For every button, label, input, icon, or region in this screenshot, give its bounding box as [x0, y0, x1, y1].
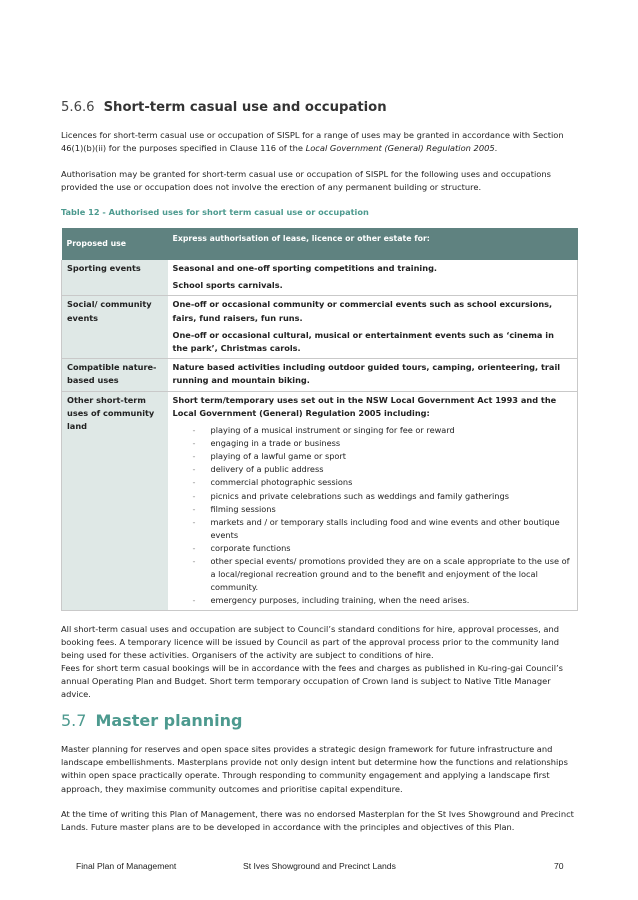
header-proposed-use: Proposed use: [62, 228, 168, 260]
authorisation-cell: [168, 391, 578, 611]
table-row: [62, 359, 578, 391]
regulation-title: Local Government (General) Regulation 2005: [305, 143, 495, 154]
table-header-row: [62, 228, 578, 260]
short-term-uses-list: [173, 424, 573, 607]
section-heading: [61, 100, 581, 115]
list-item: - picnics and private celebrations such as weddings and family gatherings: [211, 490, 573, 503]
footer-site-name: St Ives Showground and Precinct Lands: [243, 861, 396, 871]
master-planning-paragraph-2: At the time of writing this Plan of Management, there was no endorsed Masterplan for the St Ives Showground and Precinct Lands. Future master plans are to be developed in accordance with the principles and objectives of this Plan.: [61, 809, 574, 833]
list-item: - playing of a lawful game or sport: [211, 450, 573, 463]
section-number: 5.6.6: [61, 100, 95, 115]
table-row: [62, 296, 578, 359]
table-row: [62, 391, 578, 611]
list-item: - commercial photographic sessions: [211, 476, 573, 489]
master-planning-paragraph-1: Master planning for reserves and open space sites provides a strategic design framework for future infrastructure and landscape embellishments. Masterplans provide not only design intent but determine how the functions and relationships within open space practically operate. Through responding to community engagement and applying a landscape first approach, they maximise community outcomes and prioritise capital expenditure.: [61, 744, 568, 794]
authorisation-text: One-off or occasional community or commercial events such as school excursions, fairs, fund raisers, fun runs.: [172, 299, 553, 323]
section-title: Short-term casual use and occupation: [103, 100, 387, 115]
table-caption: Table 12 - Authorised uses for short term casual use or occupation: [61, 207, 369, 217]
intro-paragraph-1-text: Licences for short-term casual use or occupation of SISPL for a range of uses may be granted in accordance with Section 46(1)(b)(ii) for the purposes specified in Clause 116 of the: [61, 130, 564, 154]
list-item: - markets and / or temporary stalls including food and wine events and other boutique events: [211, 516, 573, 542]
authorisation-cell: [168, 296, 578, 359]
master-planning-number: 5.7: [61, 711, 87, 730]
use-cell: Sporting events: [62, 260, 168, 296]
list-item: - other special events/ promotions provided they are on a scale appropriate to the use of a local/regional recreation ground and to the benefit and enjoyment of the local community.: [211, 555, 573, 594]
list-item: - corporate functions: [211, 542, 573, 555]
authorisation-cell: [168, 260, 578, 296]
intro-paragraph-1: [61, 129, 581, 155]
intro-paragraph-1-end: .: [494, 143, 498, 154]
list-item: - engaging in a trade or business: [211, 437, 573, 450]
master-planning-heading: [61, 711, 581, 730]
footer-document-title: Final Plan of Management: [76, 861, 177, 871]
intro-paragraph-2: Authorisation may be granted for short-term casual use or occupation of SISPL for the following uses and occupations provided the use or occupation does not involve the erection of any permanent building or structure.: [61, 169, 551, 193]
header-authorisation: Express authorisation of lease, licence or other estate for:: [168, 228, 578, 260]
fees-paragraph: Fees for short term casual bookings will be in accordance with the fees and charges as published in Ku-ring-gai Council’s annual Operating Plan and Budget. Short term temporary occupation of Crown land is subject to Native Title Manager advice.: [61, 663, 564, 700]
authorisation-text: Seasonal and one-off sporting competitions and training.: [172, 263, 438, 273]
use-cell: Compatible nature-based uses: [62, 359, 168, 391]
conditions-paragraph: All short-term casual uses and occupation are subject to Council’s standard conditions for hire, approval processes, and booking fees. A temporary licence will be issued by Council as part of the approval process prior to the community land being used for these activities. Organisers of the activity are subject to conditions of hire.: [61, 624, 560, 661]
authorisation-cell: [168, 359, 578, 391]
authorised-uses-table: [61, 228, 578, 611]
list-item: - emergency purposes, including training, when the need arises.: [211, 594, 573, 607]
list-item: - delivery of a public address: [211, 463, 573, 476]
authorisation-text: Short term/temporary uses set out in the NSW Local Government Act 1993 and the Local Government (General) Regulation 2005 including:: [172, 394, 557, 418]
footer-page-number: 70: [554, 861, 564, 871]
use-cell: Social/ community events: [62, 296, 168, 359]
master-planning-title: Master planning: [95, 711, 243, 730]
authorisation-text: One-off or occasional cultural, musical or entertainment events such as ‘cinema in the park’, Christmas carols.: [172, 329, 554, 354]
authorisation-text: Nature based activities including outdoor guided tours, camping, orienteering, trail running and mountain biking.: [172, 362, 561, 386]
list-item: - playing of a musical instrument or singing for fee or reward: [211, 424, 573, 437]
use-cell: Other short-term uses of community land: [62, 391, 168, 611]
authorisation-text: School sports carnivals.: [172, 280, 283, 291]
table-row: [62, 260, 578, 296]
list-item: - filming sessions: [211, 503, 573, 516]
